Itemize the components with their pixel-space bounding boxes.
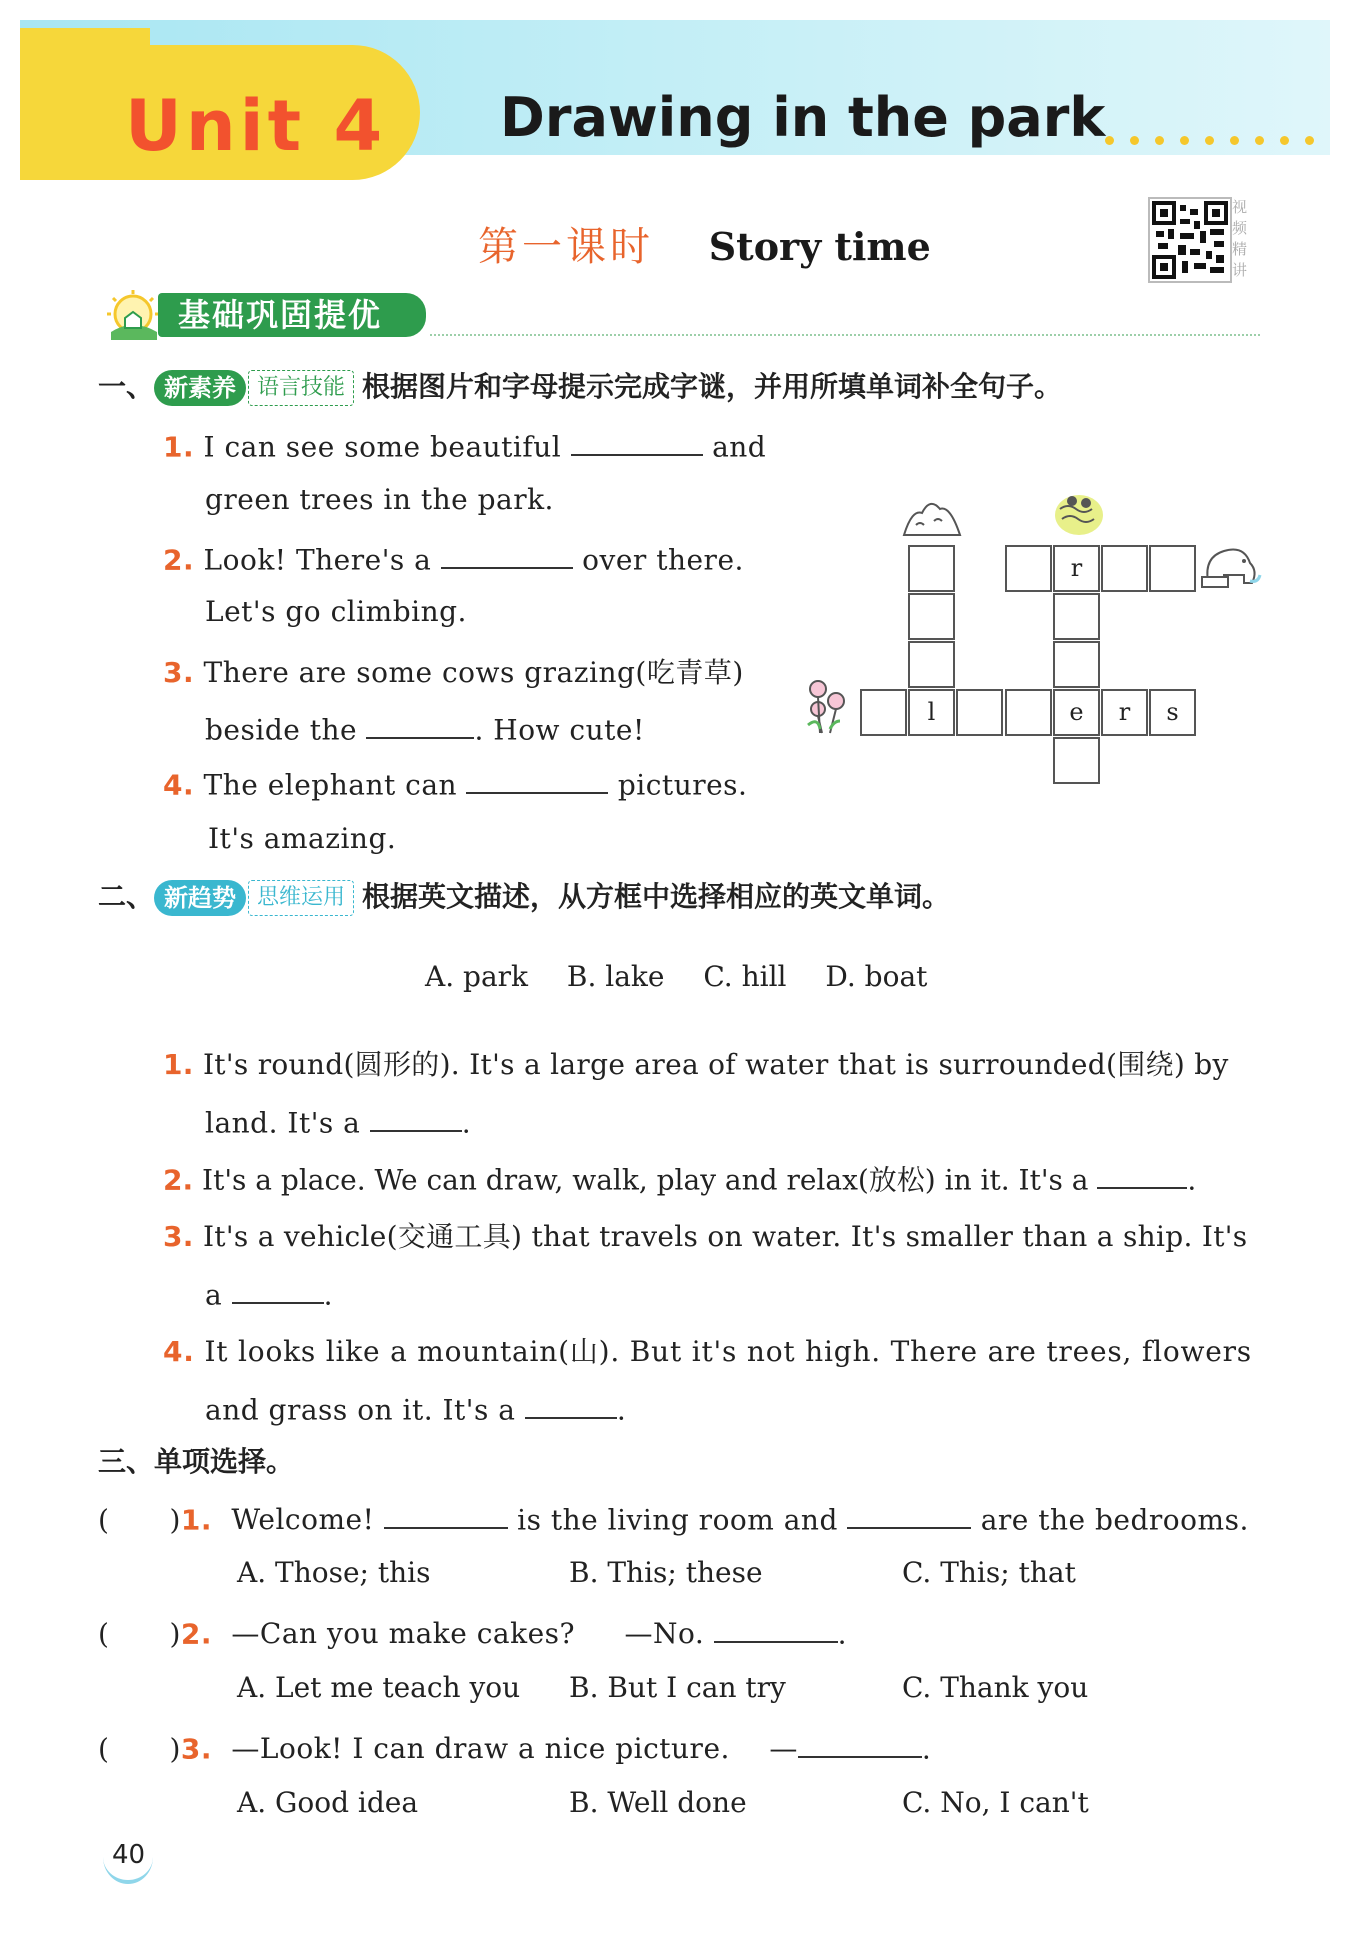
answer-paren: ) bbox=[169, 1503, 181, 1537]
answer-blank[interactable] bbox=[525, 1388, 617, 1419]
crossword-cell[interactable] bbox=[1053, 593, 1100, 640]
part1-item-3 bbox=[163, 651, 744, 691]
mc-question-3 bbox=[98, 1727, 931, 1765]
item-text: over there. bbox=[582, 543, 744, 577]
mc-question-2 bbox=[98, 1612, 847, 1650]
part1-tag: 新素养 bbox=[154, 370, 246, 406]
answer-paren[interactable]: ( bbox=[98, 1617, 110, 1651]
part1-instruction: 根据图片和字母提示完成字谜，并用所填单词补全句子。 bbox=[362, 370, 1063, 403]
unit-label: Unit 4 bbox=[125, 85, 387, 167]
mc-option[interactable]: A. Good idea bbox=[237, 1786, 419, 1819]
item-number: 2. bbox=[163, 543, 195, 577]
answer-blank[interactable] bbox=[232, 1273, 324, 1304]
part2-tag: 新趋势 bbox=[154, 880, 246, 916]
crossword-cell: r bbox=[1053, 545, 1100, 592]
question-text: is the living room and bbox=[517, 1503, 838, 1537]
part2-prefix: 二、 bbox=[98, 880, 155, 913]
question-text: —Can you make cakes? bbox=[231, 1617, 576, 1651]
elephant-drawing-icon bbox=[1200, 537, 1262, 597]
item-number: 1. bbox=[180, 1503, 212, 1537]
question-text: are the bedrooms. bbox=[980, 1503, 1249, 1537]
item-number: 3. bbox=[163, 656, 195, 689]
answer-blank[interactable] bbox=[441, 538, 573, 569]
mc-option[interactable]: C. Thank you bbox=[902, 1671, 1089, 1704]
item-number: 2. bbox=[163, 1163, 194, 1197]
item-text: and bbox=[712, 430, 767, 464]
mc-option[interactable]: C. This; that bbox=[902, 1556, 1076, 1589]
crossword-cell[interactable] bbox=[908, 641, 955, 688]
word-option: B. lake bbox=[566, 960, 665, 993]
item-text: beside the bbox=[205, 713, 358, 747]
part2-item-3 bbox=[163, 1215, 1247, 1255]
crossword-cell: l bbox=[908, 689, 955, 736]
mc-option[interactable]: B. This; these bbox=[569, 1556, 763, 1589]
lesson-title bbox=[478, 215, 931, 272]
answer-blank[interactable] bbox=[370, 1101, 462, 1132]
answer-blank[interactable] bbox=[384, 1498, 508, 1529]
item-number: 3. bbox=[180, 1732, 212, 1766]
crossword-cell[interactable] bbox=[1005, 545, 1052, 592]
answer-blank[interactable] bbox=[798, 1727, 922, 1758]
lesson-title-en: Story time bbox=[708, 224, 931, 269]
crossword-cell[interactable] bbox=[1149, 545, 1196, 592]
part2-heading bbox=[98, 875, 950, 916]
word-option: D. boat bbox=[825, 960, 928, 993]
mc-option[interactable]: C. No, I can't bbox=[902, 1786, 1089, 1819]
qr-side-text: 视频精讲 bbox=[1232, 198, 1248, 279]
part1-item-4 bbox=[163, 763, 747, 801]
part1-heading bbox=[98, 365, 1062, 406]
word-option: A. park bbox=[425, 960, 528, 993]
flowers-icon bbox=[800, 675, 854, 741]
part2-item-4-cont bbox=[205, 1388, 626, 1426]
crossword-puzzle bbox=[790, 495, 1270, 795]
section-bulb-icon bbox=[105, 288, 163, 348]
question-text: — bbox=[769, 1732, 798, 1766]
item-text: There are some cows grazing(吃青草) bbox=[203, 656, 744, 689]
answer-blank[interactable] bbox=[366, 708, 474, 739]
crossword-cell[interactable] bbox=[1053, 641, 1100, 688]
question-text: . bbox=[921, 1732, 932, 1766]
crossword-cell[interactable] bbox=[908, 545, 955, 592]
part1-item-4-cont: It's amazing. bbox=[208, 822, 397, 855]
crossword-cell[interactable] bbox=[956, 689, 1003, 736]
question-text: Welcome! bbox=[231, 1503, 375, 1537]
mc-option[interactable]: A. Let me teach you bbox=[237, 1671, 521, 1704]
item-text: pictures. bbox=[617, 768, 748, 802]
part2-instruction: 根据英文描述，从方框中选择相应的英文单词。 bbox=[362, 880, 951, 913]
item-number: 4. bbox=[163, 768, 195, 802]
crossword-cell: r bbox=[1101, 689, 1148, 736]
item-text: It's round(圆形的). It's a large area of water that is surrounded(围绕) by bbox=[202, 1048, 1229, 1081]
part2-item-4 bbox=[163, 1330, 1252, 1370]
qr-code-icon[interactable] bbox=[1148, 197, 1232, 283]
answer-blank[interactable] bbox=[571, 425, 703, 456]
item-number: 1. bbox=[163, 430, 195, 464]
item-text: and grass on it. It's a bbox=[205, 1393, 516, 1427]
item-text: a bbox=[205, 1278, 223, 1312]
word-option: C. hill bbox=[703, 960, 787, 993]
item-text: . bbox=[461, 1106, 472, 1140]
lesson-title-zh: 第一课时 bbox=[478, 224, 654, 270]
section-divider bbox=[430, 334, 1260, 336]
part1-item-2 bbox=[163, 538, 744, 576]
part2-item-3-cont bbox=[205, 1273, 333, 1311]
item-text: . bbox=[616, 1393, 627, 1427]
page-number: 40 bbox=[112, 1840, 146, 1870]
item-number: 3. bbox=[163, 1220, 194, 1253]
item-text: . bbox=[1187, 1163, 1197, 1197]
answer-paren[interactable]: ( bbox=[98, 1503, 110, 1537]
part1-item-1-cont: green trees in the park. bbox=[205, 483, 554, 516]
part1-prefix: 一、 bbox=[98, 370, 155, 403]
item-text: Look! There's a bbox=[203, 543, 432, 577]
mc-option[interactable]: B. But I can try bbox=[569, 1671, 786, 1704]
answer-blank[interactable] bbox=[466, 763, 608, 794]
mc-option[interactable]: B. Well done bbox=[569, 1786, 747, 1819]
answer-blank[interactable] bbox=[1097, 1158, 1187, 1189]
part2-item-2 bbox=[163, 1158, 1196, 1198]
item-text: land. It's a bbox=[205, 1106, 361, 1140]
answer-paren: ) bbox=[169, 1732, 181, 1766]
answer-paren: ) bbox=[169, 1617, 181, 1651]
question-text: —No. bbox=[624, 1617, 705, 1651]
item-number: 1. bbox=[163, 1048, 194, 1081]
word-options-box bbox=[425, 960, 927, 993]
crossword-cell: e bbox=[1053, 689, 1100, 736]
unit-title: Drawing in the park bbox=[500, 86, 1106, 149]
part2-item-1 bbox=[163, 1043, 1229, 1083]
part1-item-3-cont bbox=[205, 708, 645, 746]
crossword-cell: s bbox=[1149, 689, 1196, 736]
mc-option[interactable]: A. Those; this bbox=[237, 1556, 431, 1589]
answer-blank[interactable] bbox=[847, 1498, 971, 1529]
item-text: It's a place. We can draw, walk, play and relax(放松) in it. It's a bbox=[202, 1163, 1089, 1197]
item-text: I can see some beautiful bbox=[203, 430, 562, 464]
crossword-cell[interactable] bbox=[1053, 737, 1100, 784]
decorative-dots bbox=[1105, 130, 1330, 149]
question-text: . bbox=[837, 1617, 848, 1651]
part2-item-1-cont bbox=[205, 1101, 471, 1139]
section-title: 基础巩固提优 bbox=[158, 293, 426, 337]
crossword-cell[interactable] bbox=[908, 593, 955, 640]
item-text: . How cute! bbox=[474, 713, 645, 747]
part1-tag-sub: 语言技能 bbox=[248, 370, 354, 406]
part2-tag-sub: 思维运用 bbox=[248, 880, 354, 916]
part3-heading: 三、单项选择。 bbox=[98, 1445, 295, 1478]
item-text: . bbox=[323, 1278, 334, 1312]
part1-item-1 bbox=[163, 425, 766, 463]
item-text: It looks like a mountain(山). But it's not high. There are trees, flowers bbox=[204, 1335, 1252, 1368]
crossword-cell[interactable] bbox=[1005, 689, 1052, 736]
item-text: It's a vehicle(交通工具) that travels on water. It's smaller than a ship. It's bbox=[202, 1220, 1248, 1253]
mc-question-1 bbox=[98, 1498, 1249, 1536]
item-text: The elephant can bbox=[203, 768, 458, 802]
answer-paren[interactable]: ( bbox=[98, 1732, 110, 1766]
crossword-cell[interactable] bbox=[1101, 545, 1148, 592]
lake-icon bbox=[1050, 489, 1108, 543]
answer-blank[interactable] bbox=[714, 1612, 838, 1643]
item-number: 4. bbox=[163, 1335, 195, 1368]
question-text: —Look! I can draw a nice picture. bbox=[231, 1732, 730, 1766]
part1-item-2-cont: Let's go climbing. bbox=[205, 595, 467, 628]
crossword-cell[interactable] bbox=[860, 689, 907, 736]
item-number: 2. bbox=[180, 1617, 212, 1651]
hill-icon bbox=[902, 495, 962, 543]
